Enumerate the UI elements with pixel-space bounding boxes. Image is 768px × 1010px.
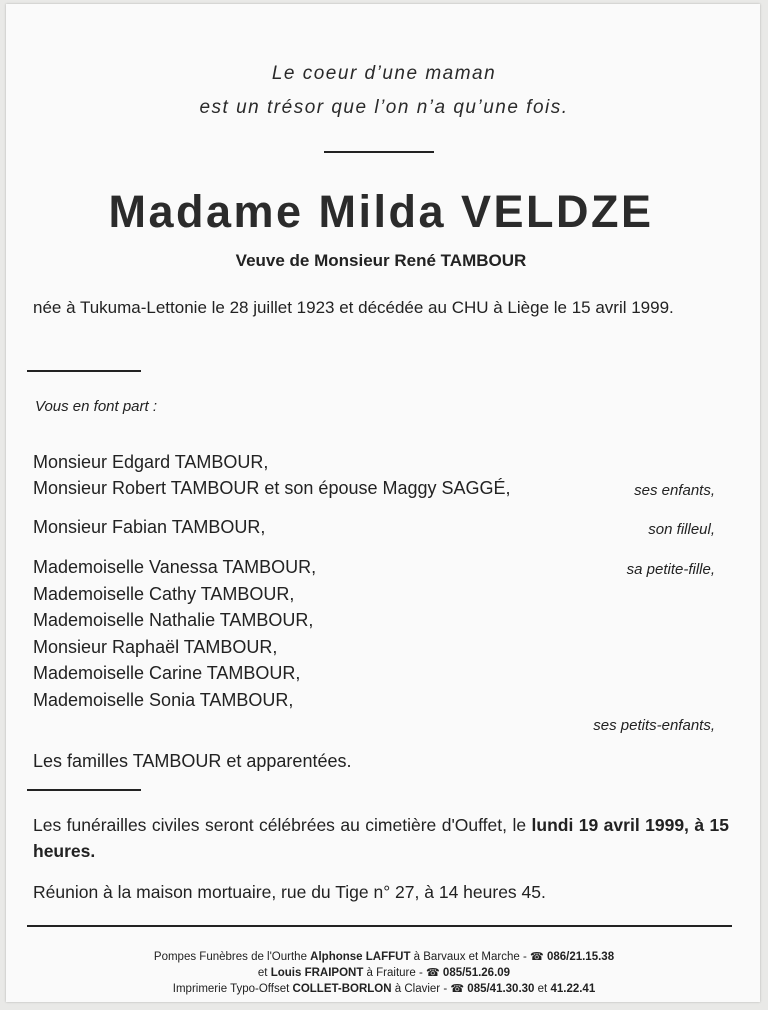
divider-left-1 [27, 370, 141, 372]
footer-prefix: Imprimerie Typo-Offset [172, 983, 290, 995]
relation-grandchildren: ses petits-enfants, [593, 717, 715, 734]
footer-line-1 [0, 950, 768, 963]
mourner: Mademoiselle Vanessa TAMBOUR, [33, 557, 317, 577]
footer-name: Louis FRAIPONT [270, 967, 364, 979]
footer-place: à Clavier [394, 983, 441, 995]
footer-phone-2: 41.22.41 [550, 983, 596, 995]
footer-prefix: et [257, 967, 268, 979]
telephone-icon: ☎ [450, 983, 465, 995]
widow-of: Veuve de Monsieur René TAMBOUR [235, 251, 527, 270]
footer-phone: 085/51.26.09 [442, 967, 511, 979]
mourner: Monsieur Fabian TAMBOUR, [33, 517, 266, 537]
relation-godson: son filleul, [648, 521, 715, 538]
footer-line-2 [0, 966, 768, 979]
footer-separator: - [418, 967, 423, 979]
funeral-text-prefix: Les funérailles civiles seront célébrées au cimetière d'Ouffet, le [33, 815, 527, 835]
mourner: Mademoiselle Nathalie TAMBOUR, [33, 610, 314, 630]
footer-place: à Fraiture [366, 967, 416, 979]
relation-children: ses enfants, [634, 482, 715, 499]
divider-left-2 [27, 789, 141, 791]
funeral-text [33, 812, 729, 864]
mourner: Mademoiselle Cathy TAMBOUR, [33, 584, 295, 604]
divider-top [324, 151, 434, 153]
announcement: Vous en font part : [35, 398, 158, 415]
relation-granddaughter: sa petite-fille, [626, 561, 715, 578]
funeral-date: lundi 19 avril 1999, à 15 heures. [33, 815, 730, 861]
footer-name: Alphonse LAFFUT [310, 951, 411, 963]
deceased-name: Madame Milda VELDZE [108, 186, 654, 237]
birth-death-text: née à Tukuma-Lettonie le 28 juillet 1923 et décédée au CHU à Liège le 15 avril 1999. [33, 298, 674, 317]
footer-phone-joiner: et [537, 983, 548, 995]
mourner: Mademoiselle Carine TAMBOUR, [33, 663, 301, 683]
footer-separator: - [522, 951, 527, 963]
epigraph-line-2: est un trésor que l’on n’a qu’une fois. [199, 97, 569, 118]
mourner: Mademoiselle Sonia TAMBOUR, [33, 690, 294, 710]
mourner: Monsieur Robert TAMBOUR et son épouse Maggy SAGGÉ, [33, 478, 511, 498]
epigraph-line-1: Le coeur d’une maman [271, 63, 497, 84]
telephone-icon: ☎ [530, 951, 544, 963]
footer-name: COLLET-BORLON [292, 983, 392, 995]
mourner: Monsieur Edgard TAMBOUR, [33, 452, 269, 472]
families-line: Les familles TAMBOUR et apparentées. [33, 751, 352, 771]
footer-place: à Barvaux et Marche [413, 951, 520, 963]
footer-prefix: Pompes Funèbres de l'Ourthe [153, 951, 307, 963]
mourner: Monsieur Raphaël TAMBOUR, [33, 637, 278, 657]
footer-phone: 086/21.15.38 [546, 951, 615, 963]
footer-line-3 [0, 982, 768, 995]
footer-phone: 085/41.30.30 [467, 983, 535, 995]
divider-footer [27, 925, 732, 927]
footer-separator: - [443, 983, 448, 995]
telephone-icon: ☎ [426, 967, 440, 979]
gathering-text: Réunion à la maison mortuaire, rue du Tige n° 27, à 14 heures 45. [33, 882, 546, 902]
